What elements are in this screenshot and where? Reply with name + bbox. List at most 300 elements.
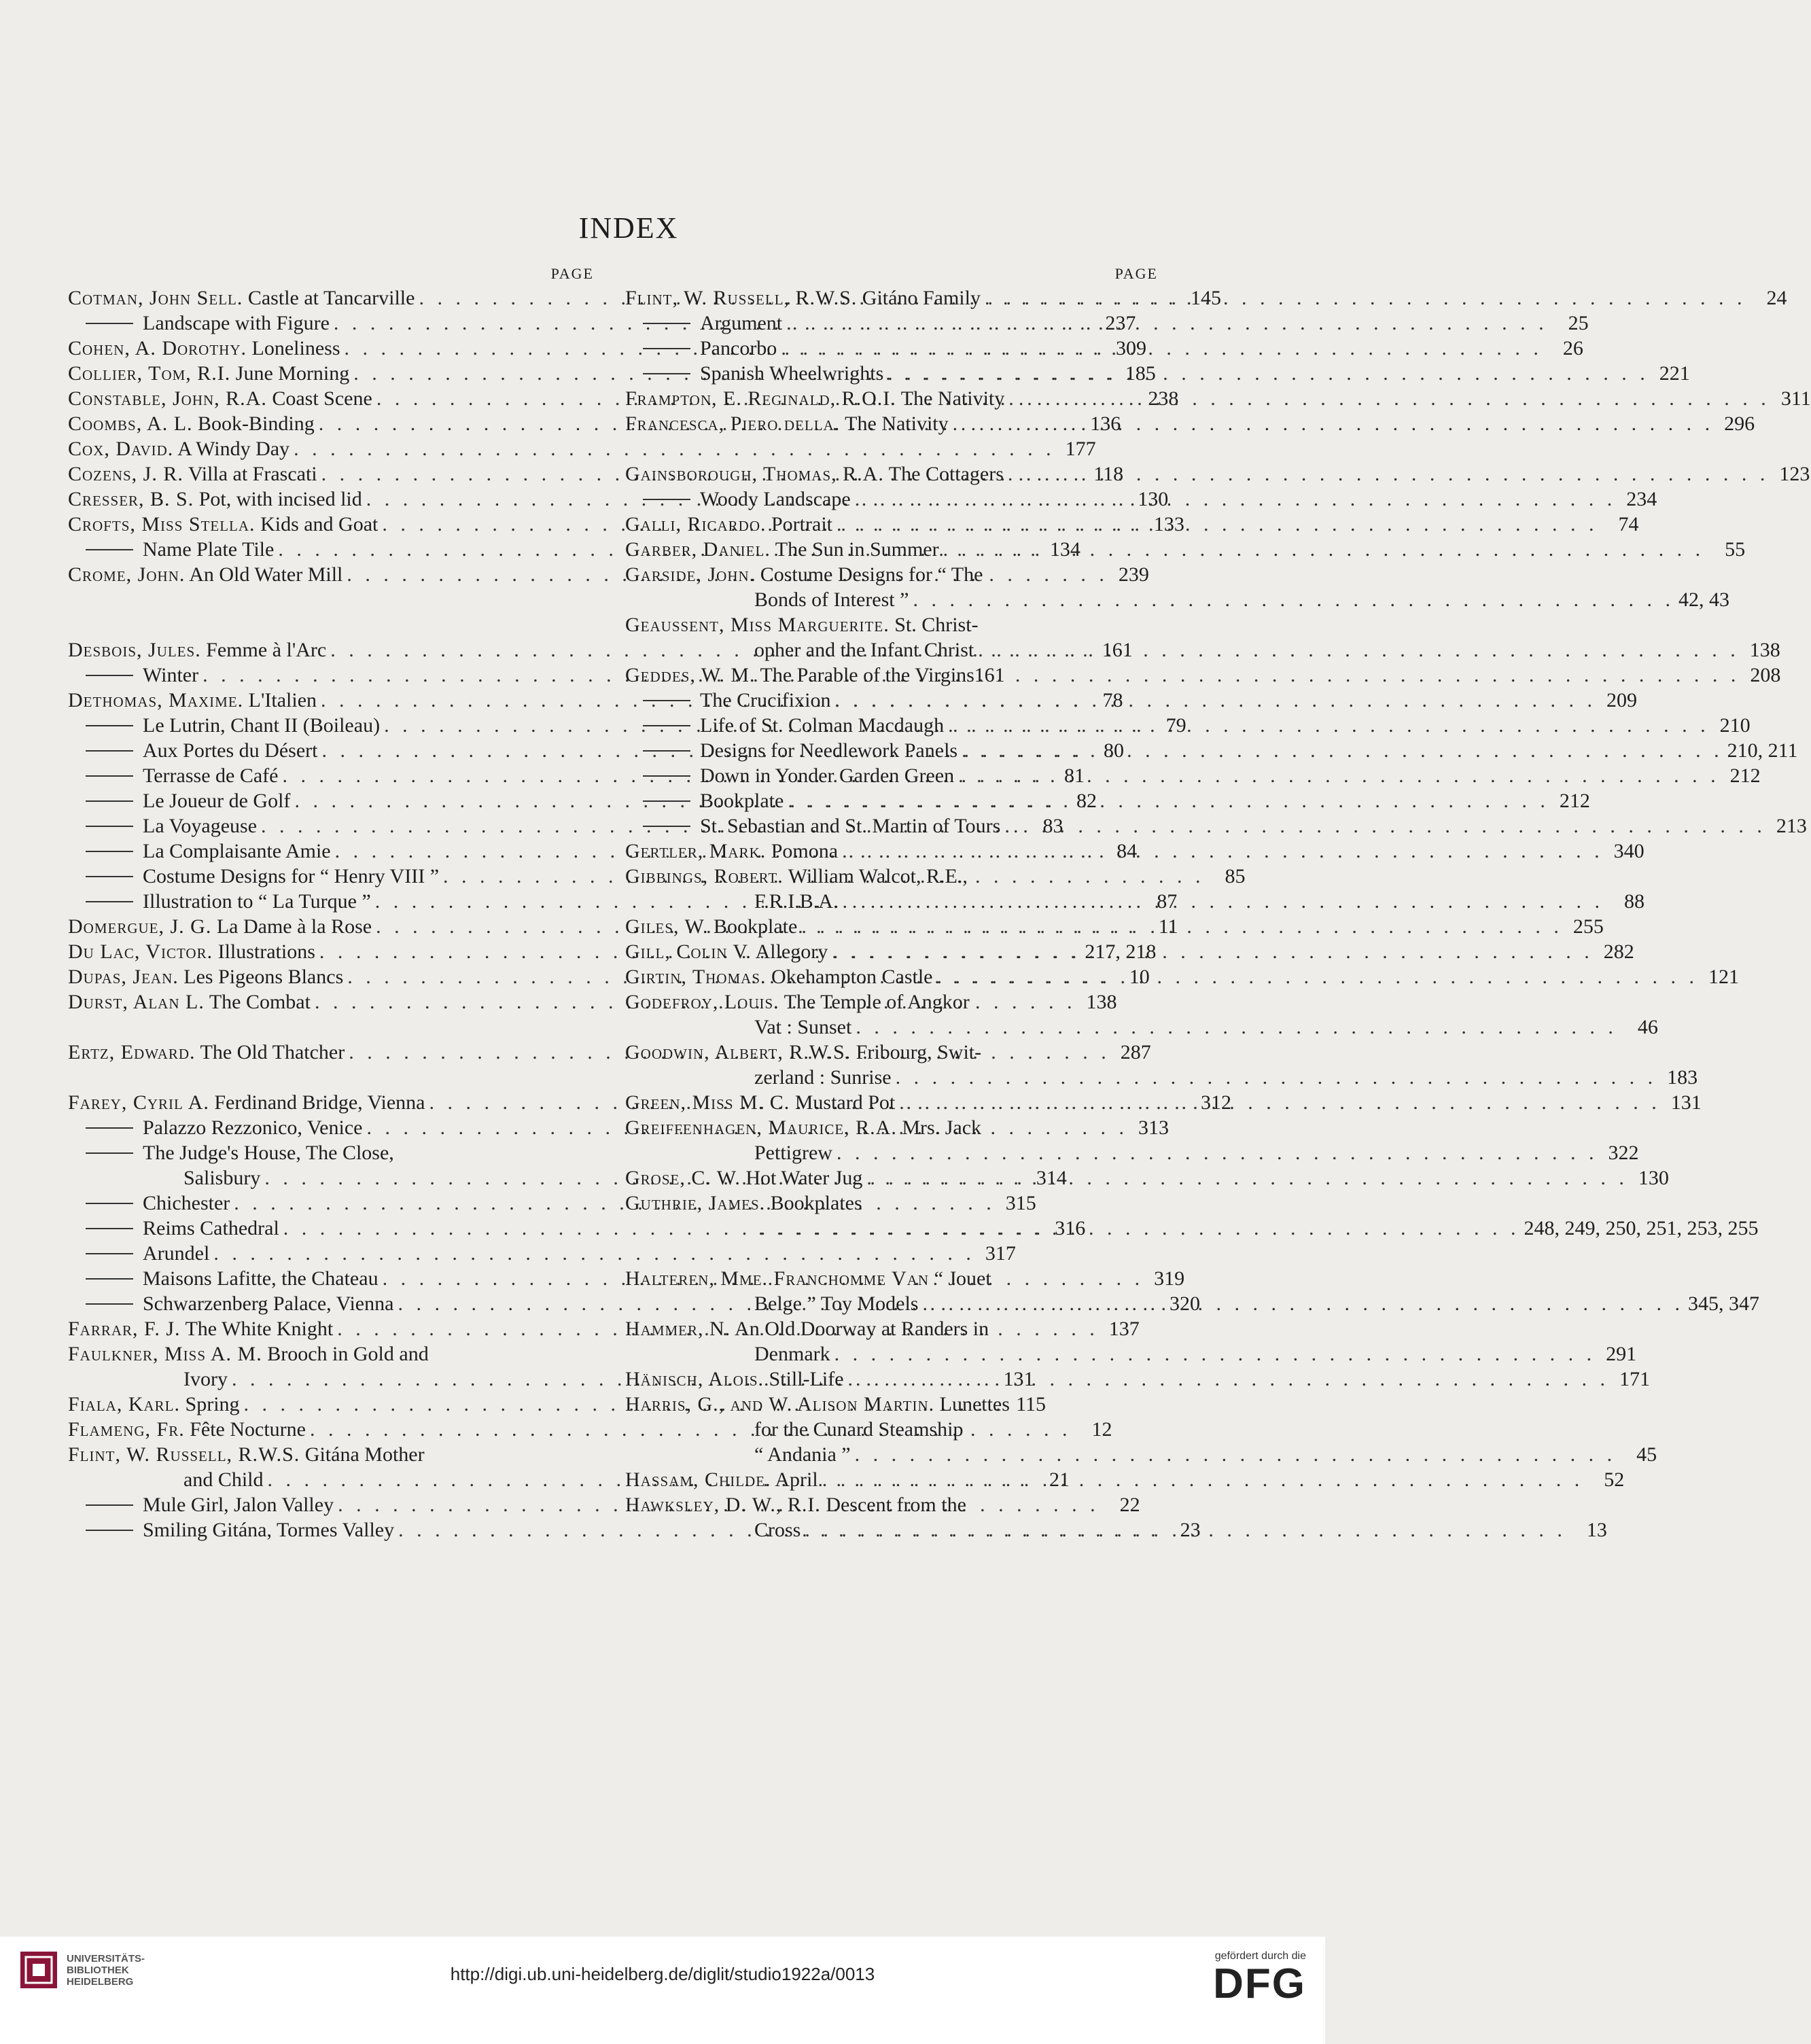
page-number: 145 — [1190, 287, 1221, 309]
page-number: 83 — [1042, 815, 1063, 837]
work-title: Lunettes — [939, 1393, 1010, 1415]
ditto-dash — [86, 851, 133, 852]
entry-text — [754, 1015, 851, 1040]
page-number: 131 — [1670, 1091, 1702, 1114]
page-number: 134 — [1049, 538, 1080, 561]
page-number: 115 — [1016, 1393, 1047, 1415]
leader-dots — [949, 411, 1719, 436]
entry-text — [68, 311, 330, 336]
page-number: 21 — [1049, 1468, 1070, 1491]
work-title: Smiling Gitána, Tormes Valley — [143, 1519, 395, 1541]
work-title: Salisbury — [183, 1167, 261, 1189]
work-title: Gitáno Family — [862, 287, 981, 309]
work-title: The White Knight — [185, 1318, 334, 1340]
ditto-dash — [86, 1228, 133, 1229]
entry-text — [183, 1367, 228, 1392]
index-entry — [625, 336, 1583, 361]
leader-dots — [828, 939, 1598, 964]
page-number: 12 — [1091, 1418, 1112, 1441]
leader-dots — [954, 763, 1724, 788]
entry-text — [68, 1241, 209, 1266]
work-title: Cross — [754, 1519, 801, 1541]
work-title: Denmark — [754, 1343, 830, 1365]
page-number: 291 — [1606, 1343, 1637, 1365]
entry-text — [68, 813, 257, 839]
work-title: Hot Water Jug — [745, 1167, 863, 1189]
work-title: An Old Doorway at Randers in — [735, 1318, 989, 1340]
page-number: 185 — [1125, 362, 1156, 385]
entry-text — [68, 637, 326, 663]
leader-dots — [1004, 461, 1774, 487]
leader-dots — [909, 587, 1678, 612]
leader-dots — [754, 1216, 1524, 1241]
work-title: Mrs. Jack — [902, 1116, 982, 1139]
page-number: 212 — [1729, 764, 1761, 787]
page-number: 137 — [1108, 1318, 1140, 1340]
artist-name: Harris, G., and W. Alison Martin. — [625, 1393, 935, 1415]
entry-text — [68, 537, 274, 562]
page-number: 208 — [1750, 664, 1781, 686]
artist-name: Faulkner, Miss A. M. — [68, 1343, 262, 1365]
page-number: 313 — [1138, 1116, 1169, 1139]
entry-spacer — [68, 1065, 598, 1090]
entry-text — [754, 889, 838, 914]
ditto-dash — [643, 700, 690, 701]
work-title: Palazzo Rezzonico, Venice — [143, 1116, 363, 1139]
entry-text — [68, 361, 349, 386]
entry-text — [68, 1417, 306, 1442]
work-title: The Cottagers — [888, 463, 1004, 485]
page-number: 22 — [1119, 1494, 1140, 1516]
leader-dots — [974, 637, 1744, 663]
dfg-logo[interactable]: DFG — [1213, 1960, 1306, 2007]
entry-text — [183, 1165, 260, 1191]
leader-dots — [818, 1467, 1588, 1492]
artist-name: Crofts, Miss Stella. — [68, 513, 256, 535]
index-entry — [625, 964, 1739, 989]
artist-name: Grose, C. W. — [625, 1167, 741, 1189]
entry-text — [625, 1492, 966, 1517]
index-entry — [625, 1392, 1162, 1417]
work-title: Bonds of Interest ” — [754, 588, 909, 611]
index-entry — [625, 939, 1634, 964]
artist-name: Hawksley, D. W., R.I. — [625, 1494, 821, 1516]
page-number: 136 — [1090, 412, 1121, 435]
entry-text — [625, 1115, 981, 1140]
page-number: 322 — [1608, 1142, 1639, 1164]
entry-text — [68, 487, 362, 512]
ditto-dash — [643, 775, 690, 777]
index-entry — [625, 1266, 1162, 1291]
work-title: The Nativity — [845, 412, 949, 435]
artist-name: Gertler, Mark. — [625, 840, 767, 862]
entry-text — [68, 939, 315, 964]
page-number: 340 — [1613, 840, 1645, 862]
ditto-dash — [86, 1127, 133, 1129]
artist-name: Farrar, F. J. — [68, 1318, 181, 1340]
entry-spacer — [625, 1241, 1162, 1266]
work-title: The Old Thatcher — [200, 1041, 345, 1063]
work-title: and Child — [183, 1468, 264, 1491]
work-title: April — [775, 1468, 818, 1491]
index-entry — [625, 688, 1637, 713]
entry-text — [625, 461, 1004, 487]
leader-dots — [862, 1165, 1632, 1191]
entry-text — [68, 461, 317, 487]
index-entry — [625, 1165, 1669, 1191]
entry-text — [625, 386, 1004, 411]
artist-name: Hänisch, Alois. — [625, 1368, 764, 1390]
funding-note: gefördert durch die — [1214, 1950, 1306, 1962]
ditto-dash — [86, 1278, 133, 1280]
work-title: La Complaisante Amie — [143, 840, 331, 862]
footer-bar — [0, 1937, 1325, 2044]
page-number: 123 — [1779, 463, 1810, 485]
work-title: “ Jouet — [934, 1267, 991, 1290]
page-number: 79 — [1165, 714, 1186, 737]
entry-text — [754, 587, 909, 612]
ditto-dash — [86, 725, 133, 726]
leader-dots — [932, 964, 1702, 989]
work-title: Schwarzenberg Palace, Vienna — [143, 1292, 394, 1315]
entry-text — [625, 487, 851, 512]
page-number: 213 — [1776, 815, 1807, 837]
entry-text — [625, 914, 797, 939]
page-number: 74 — [1618, 513, 1639, 535]
work-title: The Temple of Angkor — [784, 991, 970, 1013]
entry-text — [625, 562, 983, 587]
work-title: An Old Water Mill — [189, 563, 343, 586]
page-column-header: PAGE — [550, 265, 594, 282]
work-title: La Dame à la Rose — [216, 915, 372, 938]
page-number: 316 — [1055, 1217, 1086, 1239]
page-number: 78 — [1102, 689, 1123, 711]
page-title: INDEX — [578, 211, 679, 245]
artist-name: Giles, W. — [625, 915, 709, 938]
index-entry-continuation — [625, 1015, 1658, 1040]
index-entry — [625, 1040, 1162, 1065]
leader-dots — [1004, 386, 1774, 411]
work-title: Illustrations — [217, 940, 315, 963]
entry-spacer — [68, 1015, 598, 1040]
entry-text — [625, 1266, 991, 1291]
work-title: Loneliness — [251, 337, 340, 359]
page-number: 317 — [985, 1242, 1016, 1265]
work-title: St. Sebastian and St. Martin of Tours — [700, 815, 1001, 837]
page-number: 82 — [1076, 790, 1097, 812]
ditto-dash — [643, 750, 690, 752]
page-number: 87 — [1157, 890, 1178, 913]
artist-name: Dethomas, Maxime. — [68, 689, 244, 711]
entry-text — [68, 386, 372, 411]
page-number: 45 — [1636, 1443, 1657, 1466]
work-title: Spanish Wheelwrights — [700, 362, 884, 385]
entry-text — [625, 1392, 1010, 1417]
artist-name: Greiffenhagen, Maurice, R.A. — [625, 1116, 897, 1139]
index-entry — [625, 1191, 1162, 1216]
entry-text — [68, 663, 198, 688]
artist-name: Cox, David. — [68, 438, 174, 460]
entry-spacer — [68, 612, 598, 637]
work-title: Landscape with Figure — [143, 312, 330, 334]
ditto-dash — [86, 901, 133, 902]
page-number: 121 — [1708, 966, 1739, 988]
artist-name: Francesca, Piero della. — [625, 412, 841, 435]
entry-text — [754, 637, 974, 663]
artist-name: Frampton, E. Reginald, R.O.I. — [625, 387, 896, 410]
entry-text — [68, 336, 340, 361]
entry-text — [625, 1165, 862, 1191]
work-title: Reims Cathedral — [143, 1217, 279, 1239]
entry-text — [68, 688, 317, 713]
entry-text — [68, 1392, 240, 1417]
work-title: Coast Scene — [272, 387, 372, 410]
entry-text — [68, 989, 311, 1015]
work-title: William Walcot, R.E., — [788, 865, 968, 887]
artist-name: Geaussent, Miss Marguerite. — [625, 614, 890, 636]
work-title: Argument — [700, 312, 783, 334]
entry-text — [754, 1291, 918, 1316]
page-number: 85 — [1225, 865, 1246, 887]
entry-text — [625, 813, 1000, 839]
index-entry-continuation — [625, 1216, 1759, 1241]
work-title: Mustard Pot — [794, 1091, 896, 1114]
entry-text — [625, 864, 968, 889]
artist-name: Gill, Colin V. — [625, 940, 752, 963]
entry-text — [625, 713, 944, 738]
index-entry-continuation — [625, 1065, 1698, 1090]
work-title: Pot, with incised lid — [198, 488, 362, 510]
entry-text — [625, 964, 932, 989]
entry-text — [625, 738, 957, 763]
entry-text — [754, 1517, 801, 1543]
entry-text — [625, 1090, 895, 1115]
index-entry — [68, 436, 1096, 461]
leader-dots — [832, 512, 1602, 537]
page-number: 183 — [1667, 1066, 1698, 1089]
entry-text — [68, 914, 372, 939]
index-entry — [625, 1367, 1651, 1392]
page-number: 320 — [1169, 1292, 1200, 1315]
ditto-dash — [643, 725, 690, 726]
work-title: Allegory — [755, 940, 828, 963]
artist-name: Desbois, Jules. — [68, 639, 201, 661]
work-title: Terrasse de Café — [143, 764, 279, 787]
work-title: Bookplate — [714, 915, 798, 938]
source-url-link[interactable]: http://digi.ub.uni-heidelberg.de/diglit/studio1922a/0013 — [450, 1964, 875, 1984]
leader-dots — [939, 537, 1709, 562]
entry-text — [68, 1216, 279, 1241]
artist-name: Fiala, Karl. — [68, 1393, 181, 1415]
library-name-line: BIBLIOTHEK — [67, 1964, 129, 1976]
ditto-dash — [643, 800, 690, 802]
page-number: 312 — [1200, 1091, 1231, 1114]
index-entry — [625, 1492, 1162, 1517]
index-entry — [625, 738, 1798, 763]
ditto-dash — [643, 323, 690, 324]
leader-dots — [957, 738, 1727, 763]
entry-text — [68, 436, 289, 461]
entry-text — [625, 663, 974, 688]
entry-text — [754, 1140, 832, 1165]
index-entry-continuation — [625, 1442, 1657, 1467]
page-number: 10 — [1129, 966, 1150, 988]
entry-text — [625, 1367, 844, 1392]
entry-text — [625, 512, 832, 537]
page-number: 171 — [1619, 1368, 1651, 1390]
page-number: 161 — [974, 664, 1005, 686]
ditto-dash — [643, 499, 690, 500]
leader-dots — [777, 336, 1547, 361]
entry-text — [68, 1316, 333, 1341]
index-entry — [625, 537, 1746, 562]
entry-text — [68, 839, 331, 864]
index-entry — [625, 461, 1810, 487]
page-number: 81 — [1063, 764, 1085, 787]
work-title: Pettigrew — [754, 1142, 832, 1164]
page-number: 88 — [1623, 890, 1645, 913]
page-number: 138 — [1749, 639, 1780, 661]
page-number: 55 — [1725, 538, 1746, 561]
ditto-dash — [643, 348, 690, 349]
index-entry — [625, 361, 1690, 386]
page-number: 248, 249, 250, 251, 253, 255 — [1524, 1217, 1759, 1239]
entry-text — [68, 864, 439, 889]
entry-text — [625, 1467, 818, 1492]
page-number: 314 — [1036, 1167, 1067, 1189]
page-number: 210 — [1719, 714, 1751, 737]
ditto-dash — [86, 750, 133, 752]
artist-name: Cohen, A. Dorothy. — [68, 337, 247, 359]
artist-name: Cresser, B. S. — [68, 488, 194, 510]
artist-name: Coombs, A. L. — [68, 412, 193, 435]
ditto-dash — [86, 876, 133, 877]
index-entry — [625, 989, 1162, 1015]
page-number: 345, 347 — [1687, 1292, 1759, 1315]
index-entry — [625, 1467, 1625, 1492]
entry-text — [68, 1517, 394, 1543]
index-entry — [625, 487, 1657, 512]
entry-text — [625, 336, 777, 361]
page-number: 52 — [1604, 1468, 1625, 1491]
page-number: 161 — [1102, 639, 1133, 661]
work-title: Book-Binding — [198, 412, 315, 435]
index-entry — [625, 839, 1645, 864]
entry-text — [68, 713, 380, 738]
entry-text — [183, 1467, 264, 1492]
artist-name: Flint, W. Russell, R.W.S. — [68, 1443, 300, 1466]
artist-name: Hassam, Childe. — [625, 1468, 771, 1491]
entry-text — [754, 1065, 892, 1090]
leader-dots — [838, 839, 1608, 864]
work-title: Life of St. Colman Macdaugh — [700, 714, 945, 737]
page-number: 80 — [1103, 739, 1124, 762]
work-title: Illustration to “ La Turque ” — [143, 890, 371, 913]
page-number: 315 — [1005, 1192, 1036, 1214]
artist-name: Constable, John, R.A. — [68, 387, 267, 410]
index-entry — [625, 1115, 1162, 1140]
ditto-dash — [86, 675, 133, 676]
work-title: Belge ” Toy Models — [754, 1292, 919, 1315]
entry-text — [625, 311, 782, 336]
entry-text — [68, 1090, 425, 1115]
artist-name: Geddes, W. M. — [625, 664, 756, 686]
artist-name: Cotman, John Sell. — [68, 287, 243, 309]
page-number: 287 — [1120, 1041, 1151, 1063]
leader-dots — [844, 1367, 1614, 1392]
artist-name: Crome, John. — [68, 563, 186, 586]
artist-name: Garside, John. — [625, 563, 756, 586]
ditto-dash — [86, 1253, 133, 1254]
artist-name: Gibbings, Robert. — [625, 865, 784, 887]
ditto-dash — [86, 800, 133, 802]
page-number: 212 — [1559, 790, 1590, 812]
page-number: 84 — [1117, 840, 1138, 862]
work-title: Spring — [185, 1393, 240, 1415]
ditto-dash — [86, 1504, 133, 1506]
page-number: 24 — [1766, 287, 1787, 309]
work-title: The Combat — [209, 991, 311, 1013]
entry-text — [625, 688, 830, 713]
work-title: Aux Portes du Désert — [143, 739, 318, 762]
artist-name: Domergue, J. G. — [68, 915, 212, 938]
page-number: 255 — [1572, 915, 1604, 938]
entry-text — [625, 537, 939, 562]
page-number: 210, 211 — [1727, 739, 1798, 762]
leader-dots — [801, 1517, 1570, 1543]
ditto-dash — [86, 775, 133, 777]
artist-name: Girtin, Thomas. — [625, 966, 767, 988]
entry-text — [68, 1291, 393, 1316]
leader-dots — [944, 713, 1714, 738]
work-title: Costume Designs for “ The — [760, 563, 983, 586]
index-entry-continuation — [625, 587, 1729, 612]
ditto-dash — [86, 1203, 133, 1204]
work-title: Brooch in Gold and — [267, 1343, 429, 1365]
page-number: 138 — [1086, 991, 1117, 1013]
entry-text — [68, 411, 315, 436]
work-title: Maisons Lafitte, the Chateau — [143, 1267, 379, 1290]
work-title: Portrait — [771, 513, 832, 535]
index-entry — [68, 1442, 598, 1467]
page-number: 130 — [1638, 1167, 1669, 1189]
index-entry — [68, 1216, 1086, 1241]
artist-name: Flameng, Fr. — [68, 1418, 185, 1441]
ditto-dash — [86, 826, 133, 827]
ditto-dash — [643, 373, 690, 374]
artist-name: Goodwin, Albert, R.W.S. — [625, 1041, 851, 1063]
work-title: Bookplate — [700, 790, 784, 812]
work-title: Gitána Mother — [304, 1443, 425, 1466]
work-title: Mule Girl, Jalon Valley — [143, 1494, 334, 1516]
work-title: Ferdinand Bridge, Vienna — [214, 1091, 425, 1114]
work-title: Villa at Frascati — [188, 463, 317, 485]
work-title: Designs for Needlework Panels — [700, 739, 958, 762]
entry-text — [68, 285, 415, 311]
entry-text — [625, 1191, 862, 1216]
leader-dots — [784, 788, 1553, 813]
entry-text — [68, 763, 278, 788]
work-title: Bookplates — [770, 1192, 862, 1214]
leader-dots — [892, 1065, 1661, 1090]
work-title: Kids and Goat — [260, 513, 379, 535]
work-title: The Crucifixion — [700, 689, 831, 711]
ditto-dash — [86, 1152, 133, 1154]
index-entry — [625, 562, 1162, 587]
page-number: 296 — [1724, 412, 1755, 435]
artist-name: Du Lac, Victor. — [68, 940, 213, 963]
work-title: zerland : Sunrise — [754, 1066, 892, 1089]
